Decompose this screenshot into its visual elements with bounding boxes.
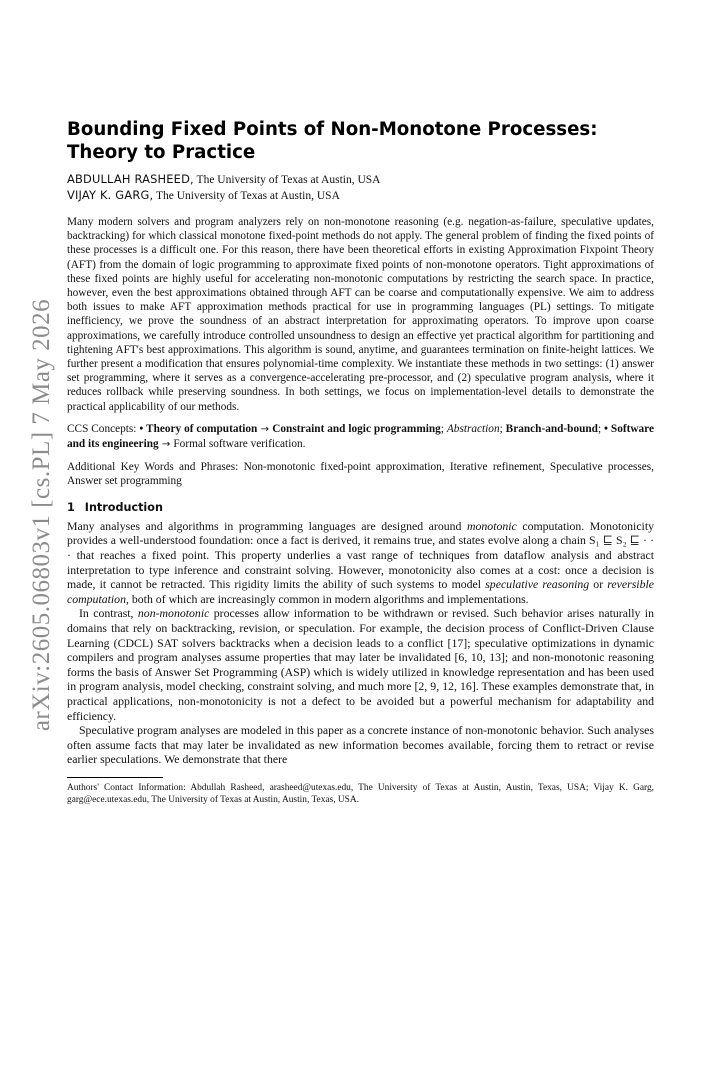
ccs-constraint-logic: Constraint and logic programming — [272, 422, 441, 435]
ccs-separator: ; — [597, 422, 605, 435]
ccs-abstraction: Abstraction — [446, 422, 500, 435]
author-name: ABDULLAH RASHEED, — [67, 172, 194, 186]
ccs-bullet: • — [604, 422, 611, 435]
section-heading — [67, 501, 654, 515]
ccs-theory-of-computation: Theory of computation — [146, 422, 258, 435]
text-run: processes allow information to be withdrawn or revised. Such behavior arises naturally in domains that rely on backtracking, revision, or speculation. For example, the decision process of Conflict-Driven Clause Learning (CDCL) SAT solvers backtracks when a decision leads to a conflict [17]; speculative optimizations in dynamic compilers and program analyses assume properties that may later be invalidated [6, 10, 13]; and non-monotonic reasoning forms the basis of Answer Set Programming (ASP) which is widely utilized in knowledge representation and has been used in program analysis, model checking, constraint solving, and much more [2, 9, 12, 16]. These examples demonstrate that, in practical applications, non-monotonicity is not a defect to be avoided but a powerful mechanism for adaptability and efficiency. — [67, 606, 654, 723]
abstract: Many modern solvers and program analyzers rely on non-monotone reasoning (e.g. negation-as-failure, speculative updates, backtracking) for which classical monotone fixed-point methods do not apply. The general problem of finding the fixed points of these processes is a difficult one. For this reason, there have been theoretical efforts in existing Approximation Fixpoint Theory (AFT) from the domain of logic programming to approximate fixed points of non-monotone operators. Tight approximations of these fixed points are highly useful for accelerating non-monotonic computations by restricting the search space. In practice, however, even the best approximations obtained through AFT can be coarse and computationally expensive. We aim to address both issues to make AFT approximation methods practical for use in programming languages (PL) settings. To mitigate inefficiency, we prove the soundness of an abstract interpretation for approximating operators. To improve upon coarse approximations, we carefully introduce controlled unsoundness to design an effective yet practical algorithm for partitioning and tightening AFT's best approximations. This algorithm is sound, anytime, and guarantees termination on finite-height lattices. We further present a modification that ensures polynomial-time complexity. We instantiate these methods in two settings: (1) answer set programming, where it serves as a convergence-accelerating pre-processor, and (2) speculative program analysis, where it reduces rollback while preserving soundness. In both settings, we focus on implementation-level details to demonstrate the practical applicability of our methods. — [67, 216, 654, 413]
ccs-concepts — [67, 422, 654, 452]
author-name: VIJAY K. GARG, — [67, 188, 154, 202]
author-2 — [67, 188, 654, 204]
text-run: computation. Monotonicity provides a well-understood foundation: once a fact is derived, it remains true, and states evolve along a chain S₁ ⊑ S₂ ⊑ · · · that reaches a fixed point. This property underlies a vast range of techniques from dataflow analysis and abstract interpretation to type inference and constraint solving. However, monotonicity also comes at a cost: once a decision is made, it cannot be retracted. This rigidity limits the ability of such systems to model — [67, 518, 655, 592]
ccs-formal-verification: Formal software verification. — [173, 438, 306, 451]
ccs-branch-and-bound: Branch-and-bound — [505, 422, 598, 435]
author-affiliation: The University of Texas at Austin, USA — [153, 190, 340, 202]
emphasis: non-monotonic — [137, 606, 210, 621]
arxiv-stamp — [18, 280, 66, 750]
author-affiliation: The University of Texas at Austin, USA — [193, 174, 381, 186]
arxiv-identifier: arXiv:2605.06803v1 [cs.PL] 7 May 2026 — [28, 298, 55, 732]
ccs-separator: ; — [499, 422, 506, 435]
additional-keywords: Additional Key Words and Phrases: Non-monotonic fixed-point approximation, Iterative refinement, Speculative processes, Answer set programming — [67, 461, 654, 488]
author-list — [67, 172, 654, 204]
text-run: or — [589, 577, 608, 592]
text-run: In contrast, — [79, 606, 138, 621]
paper-title: Bounding Fixed Points of Non-Monotone Processes: Theory to Practice — [67, 119, 598, 163]
section-number: 1 — [67, 500, 75, 514]
ccs-arrow: → — [257, 423, 273, 435]
text-run: , both of which are increasingly common in modern algorithms and implementations. — [125, 591, 529, 606]
footnote-rule — [67, 777, 163, 778]
ccs-bullet: • — [139, 422, 147, 435]
introduction-body — [67, 519, 654, 767]
intro-paragraph-1 — [67, 519, 654, 607]
text-run: Many analyses and algorithms in programming languages are designed around — [67, 518, 467, 533]
ccs-separator: ; — [440, 422, 447, 435]
emphasis: speculative reasoning — [485, 577, 590, 592]
paper-page — [67, 118, 654, 807]
emphasis: reversible computation — [67, 577, 654, 606]
intro-paragraph-3: Speculative program analyses are modeled in this paper as a concrete instance of non-monotonic behavior. Such analyses often assume facts that may later be invalidated as new information becomes available, forcing them to retract or revise earlier speculations. We demonstrate that there — [67, 723, 654, 767]
ccs-software-engineering: Software and its engineering — [67, 422, 654, 451]
intro-paragraph-2 — [67, 606, 654, 723]
ccs-arrow: → — [158, 439, 174, 451]
author-1 — [67, 172, 654, 188]
section-title: Introduction — [84, 500, 163, 514]
ccs-label: CCS Concepts: — [67, 422, 140, 435]
author-contact-footnote: Authors' Contact Information: Abdullah Rasheed, arasheed@utexas.edu, The University of Texas at Austin, Austin, Texas, USA; Vijay K. Garg, garg@ece.utexas.edu, The University of Texas at Austin, Austin, Texas, USA. — [67, 782, 654, 806]
emphasis: monotonic — [466, 518, 517, 533]
